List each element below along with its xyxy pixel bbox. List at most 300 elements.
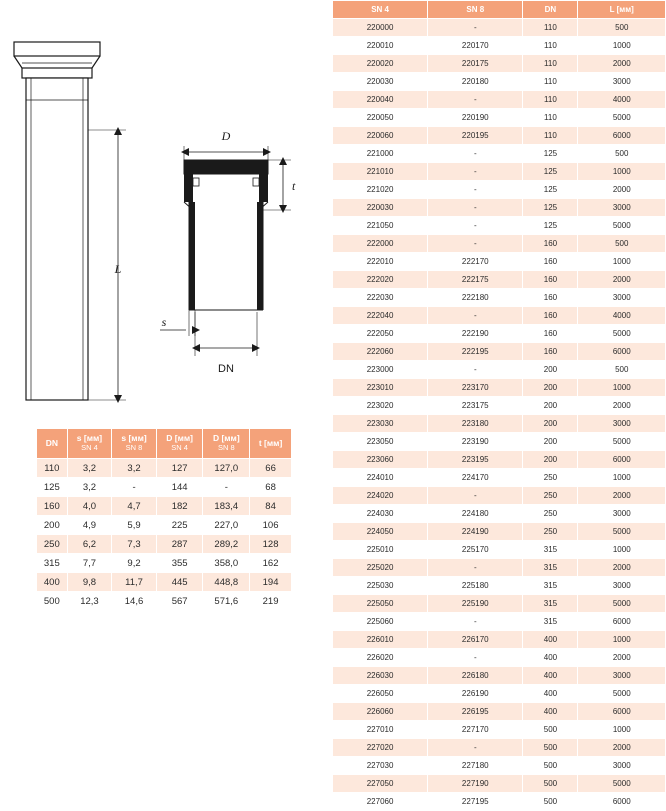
- code-cell: 250: [523, 505, 578, 523]
- code-cell: 223030: [333, 415, 428, 433]
- code-cell: 500: [523, 721, 578, 739]
- table-row: [333, 55, 666, 73]
- code-cell: 5000: [578, 217, 666, 235]
- code-cell: -: [428, 145, 523, 163]
- table-row: [333, 217, 666, 235]
- code-cell: 250: [523, 487, 578, 505]
- code-cell: 2000: [578, 649, 666, 667]
- code-cell: 3000: [578, 73, 666, 91]
- dim-cell: 84: [250, 497, 292, 516]
- code-cell: 224030: [333, 505, 428, 523]
- code-cell: 222030: [333, 289, 428, 307]
- label-D: D: [221, 129, 231, 143]
- code-cell: -: [428, 559, 523, 577]
- code-cell: 220170: [428, 37, 523, 55]
- code-cell: -: [428, 487, 523, 505]
- code-cell: 222020: [333, 271, 428, 289]
- dim-cell: 4,0: [67, 497, 112, 516]
- code-cell: 224190: [428, 523, 523, 541]
- table-row: [333, 415, 666, 433]
- dim-cell: 358,0: [203, 554, 250, 573]
- code-cell: 5000: [578, 595, 666, 613]
- code-cell: 223010: [333, 379, 428, 397]
- code-cell: 226195: [428, 703, 523, 721]
- dim-cell: 182: [156, 497, 203, 516]
- table-row: [333, 379, 666, 397]
- code-cell: -: [428, 163, 523, 181]
- dim-cell: 110: [37, 459, 68, 478]
- code-cell: 220040: [333, 91, 428, 109]
- table-row: [333, 145, 666, 163]
- code-cell: -: [428, 649, 523, 667]
- code-cell: 6000: [578, 793, 666, 811]
- code-cell: 1000: [578, 253, 666, 271]
- code-cell: 1000: [578, 721, 666, 739]
- code-cell: 3000: [578, 289, 666, 307]
- code-cell: 225190: [428, 595, 523, 613]
- code-cell: 160: [523, 307, 578, 325]
- code-cell: 250: [523, 469, 578, 487]
- table-row: [333, 91, 666, 109]
- code-cell: 3000: [578, 577, 666, 595]
- table-row: [333, 793, 666, 811]
- code-cell: 222010: [333, 253, 428, 271]
- code-cell: 500: [523, 793, 578, 811]
- code-cell: 125: [523, 181, 578, 199]
- table-row: [333, 253, 666, 271]
- code-cell: 5000: [578, 775, 666, 793]
- table-row: [333, 37, 666, 55]
- code-cell: 400: [523, 703, 578, 721]
- table-row: [333, 649, 666, 667]
- section-wall-left: [189, 202, 195, 310]
- code-cell: 6000: [578, 343, 666, 361]
- code-cell: 1000: [578, 37, 666, 55]
- code-cell: 400: [523, 667, 578, 685]
- codes-table-body: [333, 19, 666, 811]
- code-cell: 200: [523, 361, 578, 379]
- code-cell: 500: [578, 145, 666, 163]
- code-cell: 2000: [578, 739, 666, 757]
- code-cell: 5000: [578, 433, 666, 451]
- code-cell: 224180: [428, 505, 523, 523]
- dimension-table-header-row: [37, 429, 292, 459]
- table-row: [333, 433, 666, 451]
- code-cell: 200: [523, 433, 578, 451]
- code-cell: 315: [523, 577, 578, 595]
- dim-cell: 287: [156, 535, 203, 554]
- code-cell: 224010: [333, 469, 428, 487]
- codes-col-dn: DN: [523, 1, 578, 19]
- table-row: [333, 73, 666, 91]
- dim-cell: 289,2: [203, 535, 250, 554]
- dim-cell: 571,6: [203, 592, 250, 611]
- table-row: [333, 109, 666, 127]
- code-cell: 223180: [428, 415, 523, 433]
- table-row: [333, 685, 666, 703]
- code-cell: -: [428, 199, 523, 217]
- pipe-technical-drawing: [0, 0, 332, 425]
- code-cell: 220030: [333, 73, 428, 91]
- table-row: [333, 775, 666, 793]
- table-row: [333, 325, 666, 343]
- code-cell: 315: [523, 613, 578, 631]
- code-cell: 5000: [578, 685, 666, 703]
- code-cell: 3000: [578, 667, 666, 685]
- code-cell: 220180: [428, 73, 523, 91]
- label-DN: DN: [218, 363, 234, 375]
- code-cell: 1000: [578, 631, 666, 649]
- code-cell: 125: [523, 145, 578, 163]
- dim-cell: 5,9: [112, 516, 157, 535]
- code-cell: 200: [523, 397, 578, 415]
- code-cell: 110: [523, 109, 578, 127]
- code-cell: 220010: [333, 37, 428, 55]
- table-row: [333, 397, 666, 415]
- code-cell: 500: [523, 739, 578, 757]
- dim-cell: 227,0: [203, 516, 250, 535]
- code-cell: 2000: [578, 559, 666, 577]
- code-cell: -: [428, 19, 523, 37]
- table-row: [37, 592, 292, 611]
- code-cell: 226050: [333, 685, 428, 703]
- code-cell: 110: [523, 55, 578, 73]
- code-cell: 223175: [428, 397, 523, 415]
- code-cell: 315: [523, 541, 578, 559]
- code-cell: -: [428, 361, 523, 379]
- dim-cell: 12,3: [67, 592, 112, 611]
- code-cell: -: [428, 181, 523, 199]
- table-row: [333, 577, 666, 595]
- dim-cell: 225: [156, 516, 203, 535]
- dimension-table-container: [36, 428, 292, 611]
- table-row: [333, 271, 666, 289]
- dim-cell: 11,7: [112, 573, 157, 592]
- code-cell: 400: [523, 685, 578, 703]
- table-row: [333, 523, 666, 541]
- dim-cell: 315: [37, 554, 68, 573]
- product-codes-table: [332, 0, 666, 811]
- codes-column: [332, 0, 666, 806]
- table-row: [333, 631, 666, 649]
- dim-cell: 4,9: [67, 516, 112, 535]
- code-cell: 227010: [333, 721, 428, 739]
- code-cell: 222175: [428, 271, 523, 289]
- dim-col-dn: DN: [37, 429, 68, 459]
- label-t: t: [292, 179, 296, 193]
- code-cell: 110: [523, 73, 578, 91]
- table-row: [333, 559, 666, 577]
- code-cell: 227020: [333, 739, 428, 757]
- code-cell: 3000: [578, 505, 666, 523]
- code-cell: 221010: [333, 163, 428, 181]
- dim-cell: 144: [156, 478, 203, 497]
- code-cell: 222195: [428, 343, 523, 361]
- code-cell: 220050: [333, 109, 428, 127]
- dim-cell: 128: [250, 535, 292, 554]
- dim-col-s-sn4: s [мм] SN 4: [67, 429, 112, 459]
- table-row: [333, 163, 666, 181]
- code-cell: -: [428, 739, 523, 757]
- code-cell: 160: [523, 253, 578, 271]
- code-cell: -: [428, 91, 523, 109]
- table-row: [333, 667, 666, 685]
- code-cell: 5000: [578, 523, 666, 541]
- code-cell: 200: [523, 451, 578, 469]
- code-cell: 4000: [578, 307, 666, 325]
- code-cell: 225020: [333, 559, 428, 577]
- table-row: [333, 703, 666, 721]
- code-cell: 220175: [428, 55, 523, 73]
- code-cell: 225180: [428, 577, 523, 595]
- table-row: [333, 505, 666, 523]
- code-cell: 160: [523, 235, 578, 253]
- code-cell: -: [428, 217, 523, 235]
- codes-table-header-row: [333, 1, 666, 19]
- dim-cell: 219: [250, 592, 292, 611]
- code-cell: 225060: [333, 613, 428, 631]
- code-cell: 160: [523, 289, 578, 307]
- code-cell: 110: [523, 91, 578, 109]
- code-cell: 222170: [428, 253, 523, 271]
- dim-cell: 125: [37, 478, 68, 497]
- dim-cell: 68: [250, 478, 292, 497]
- code-cell: 223195: [428, 451, 523, 469]
- table-row: [333, 181, 666, 199]
- table-row: [37, 535, 292, 554]
- label-L: L: [114, 261, 122, 276]
- code-cell: 220000: [333, 19, 428, 37]
- code-cell: 2000: [578, 487, 666, 505]
- code-cell: 2000: [578, 397, 666, 415]
- section-socket-top: [184, 160, 268, 174]
- table-row: [333, 541, 666, 559]
- code-cell: 5000: [578, 109, 666, 127]
- code-cell: 222000: [333, 235, 428, 253]
- dim-cell: 127: [156, 459, 203, 478]
- code-cell: 125: [523, 199, 578, 217]
- dim-col-d-sn4: D [мм] SN 4: [156, 429, 203, 459]
- table-row: [333, 289, 666, 307]
- table-row: [37, 573, 292, 592]
- code-cell: 6000: [578, 127, 666, 145]
- dim-cell: 3,2: [67, 478, 112, 497]
- dim-cell: 500: [37, 592, 68, 611]
- code-cell: 223050: [333, 433, 428, 451]
- code-cell: 1000: [578, 541, 666, 559]
- code-cell: 4000: [578, 91, 666, 109]
- dim-cell: 250: [37, 535, 68, 554]
- code-cell: 110: [523, 19, 578, 37]
- codes-col-sn4: SN 4: [333, 1, 428, 19]
- table-row: [37, 554, 292, 573]
- table-row: [37, 497, 292, 516]
- code-cell: 223170: [428, 379, 523, 397]
- codes-col-sn8: SN 8: [428, 1, 523, 19]
- code-cell: 110: [523, 37, 578, 55]
- code-cell: 1000: [578, 469, 666, 487]
- code-cell: 225050: [333, 595, 428, 613]
- code-cell: 226180: [428, 667, 523, 685]
- code-cell: -: [428, 307, 523, 325]
- code-cell: 222060: [333, 343, 428, 361]
- code-cell: 500: [523, 757, 578, 775]
- code-cell: 227030: [333, 757, 428, 775]
- codes-col-l: L [мм]: [578, 1, 666, 19]
- code-cell: 220190: [428, 109, 523, 127]
- table-row: [333, 235, 666, 253]
- dim-cell: 567: [156, 592, 203, 611]
- table-row: [333, 613, 666, 631]
- code-cell: 221050: [333, 217, 428, 235]
- code-cell: 225030: [333, 577, 428, 595]
- code-cell: 226010: [333, 631, 428, 649]
- code-cell: 250: [523, 523, 578, 541]
- pipe-barrel-outline: [26, 78, 88, 400]
- code-cell: 5000: [578, 325, 666, 343]
- code-cell: 160: [523, 343, 578, 361]
- code-cell: 226060: [333, 703, 428, 721]
- dimension-table: [36, 428, 292, 611]
- dim-cell: 127,0: [203, 459, 250, 478]
- code-cell: 227060: [333, 793, 428, 811]
- code-cell: 225170: [428, 541, 523, 559]
- code-cell: 110: [523, 127, 578, 145]
- table-row: [333, 487, 666, 505]
- table-row: [333, 721, 666, 739]
- table-row: [333, 127, 666, 145]
- code-cell: 3000: [578, 757, 666, 775]
- code-cell: 220020: [333, 55, 428, 73]
- dim-cell: 400: [37, 573, 68, 592]
- code-cell: 223190: [428, 433, 523, 451]
- code-cell: 227195: [428, 793, 523, 811]
- table-row: [333, 595, 666, 613]
- table-row: [333, 343, 666, 361]
- dim-cell: 200: [37, 516, 68, 535]
- code-cell: 315: [523, 595, 578, 613]
- left-column: [0, 0, 332, 700]
- table-row: [333, 361, 666, 379]
- table-row: [37, 459, 292, 478]
- code-cell: 160: [523, 271, 578, 289]
- code-cell: 500: [578, 19, 666, 37]
- code-cell: 226030: [333, 667, 428, 685]
- code-cell: 226020: [333, 649, 428, 667]
- code-cell: 223000: [333, 361, 428, 379]
- dim-cell: 183,4: [203, 497, 250, 516]
- dim-cell: 6,2: [67, 535, 112, 554]
- code-cell: 220060: [333, 127, 428, 145]
- dim-cell: 445: [156, 573, 203, 592]
- code-cell: 125: [523, 217, 578, 235]
- code-cell: 224050: [333, 523, 428, 541]
- code-cell: 222180: [428, 289, 523, 307]
- code-cell: 160: [523, 325, 578, 343]
- dim-col-s-sn8: s [мм] SN 8: [112, 429, 157, 459]
- table-row: [37, 478, 292, 497]
- code-cell: 2000: [578, 181, 666, 199]
- table-row: [333, 19, 666, 37]
- dim-cell: 160: [37, 497, 68, 516]
- code-cell: 225010: [333, 541, 428, 559]
- label-s: s: [161, 315, 167, 329]
- code-cell: 500: [578, 361, 666, 379]
- code-cell: 1000: [578, 379, 666, 397]
- table-row: [333, 739, 666, 757]
- table-row: [333, 307, 666, 325]
- code-cell: 222050: [333, 325, 428, 343]
- code-cell: 222190: [428, 325, 523, 343]
- code-cell: 2000: [578, 55, 666, 73]
- code-cell: 224020: [333, 487, 428, 505]
- dim-cell: 162: [250, 554, 292, 573]
- dim-cell: 7,7: [67, 554, 112, 573]
- code-cell: 221000: [333, 145, 428, 163]
- code-cell: 223060: [333, 451, 428, 469]
- table-row: [333, 757, 666, 775]
- pipe-socket-outline: [14, 42, 100, 56]
- dim-col-t: t [мм]: [250, 429, 292, 459]
- code-cell: 500: [523, 775, 578, 793]
- code-cell: 6000: [578, 613, 666, 631]
- dim-cell: 106: [250, 516, 292, 535]
- code-cell: 6000: [578, 451, 666, 469]
- dim-cell: 194: [250, 573, 292, 592]
- code-cell: 227050: [333, 775, 428, 793]
- dim-cell: 3,2: [67, 459, 112, 478]
- dim-col-d-sn8: D [мм] SN 8: [203, 429, 250, 459]
- dim-cell: -: [203, 478, 250, 497]
- dim-cell: 9,2: [112, 554, 157, 573]
- code-cell: 3000: [578, 199, 666, 217]
- code-cell: 222040: [333, 307, 428, 325]
- code-cell: 220195: [428, 127, 523, 145]
- code-cell: 500: [578, 235, 666, 253]
- code-cell: -: [428, 613, 523, 631]
- code-cell: 400: [523, 649, 578, 667]
- table-row: [333, 451, 666, 469]
- code-cell: 226170: [428, 631, 523, 649]
- code-cell: 223020: [333, 397, 428, 415]
- table-row: [37, 516, 292, 535]
- table-row: [333, 199, 666, 217]
- code-cell: -: [428, 235, 523, 253]
- code-cell: 3000: [578, 415, 666, 433]
- code-cell: 220030: [333, 199, 428, 217]
- dim-cell: 9,8: [67, 573, 112, 592]
- code-cell: 200: [523, 379, 578, 397]
- dim-cell: 355: [156, 554, 203, 573]
- dim-cell: 448,8: [203, 573, 250, 592]
- dim-cell: 4,7: [112, 497, 157, 516]
- code-cell: 1000: [578, 163, 666, 181]
- code-cell: 200: [523, 415, 578, 433]
- code-cell: 227170: [428, 721, 523, 739]
- dim-cell: 7,3: [112, 535, 157, 554]
- code-cell: 2000: [578, 271, 666, 289]
- dimension-table-body: [37, 459, 292, 611]
- code-cell: 226190: [428, 685, 523, 703]
- code-cell: 224170: [428, 469, 523, 487]
- code-cell: 400: [523, 631, 578, 649]
- dim-cell: 3,2: [112, 459, 157, 478]
- code-cell: 315: [523, 559, 578, 577]
- code-cell: 6000: [578, 703, 666, 721]
- code-cell: 221020: [333, 181, 428, 199]
- code-cell: 125: [523, 163, 578, 181]
- code-cell: 227190: [428, 775, 523, 793]
